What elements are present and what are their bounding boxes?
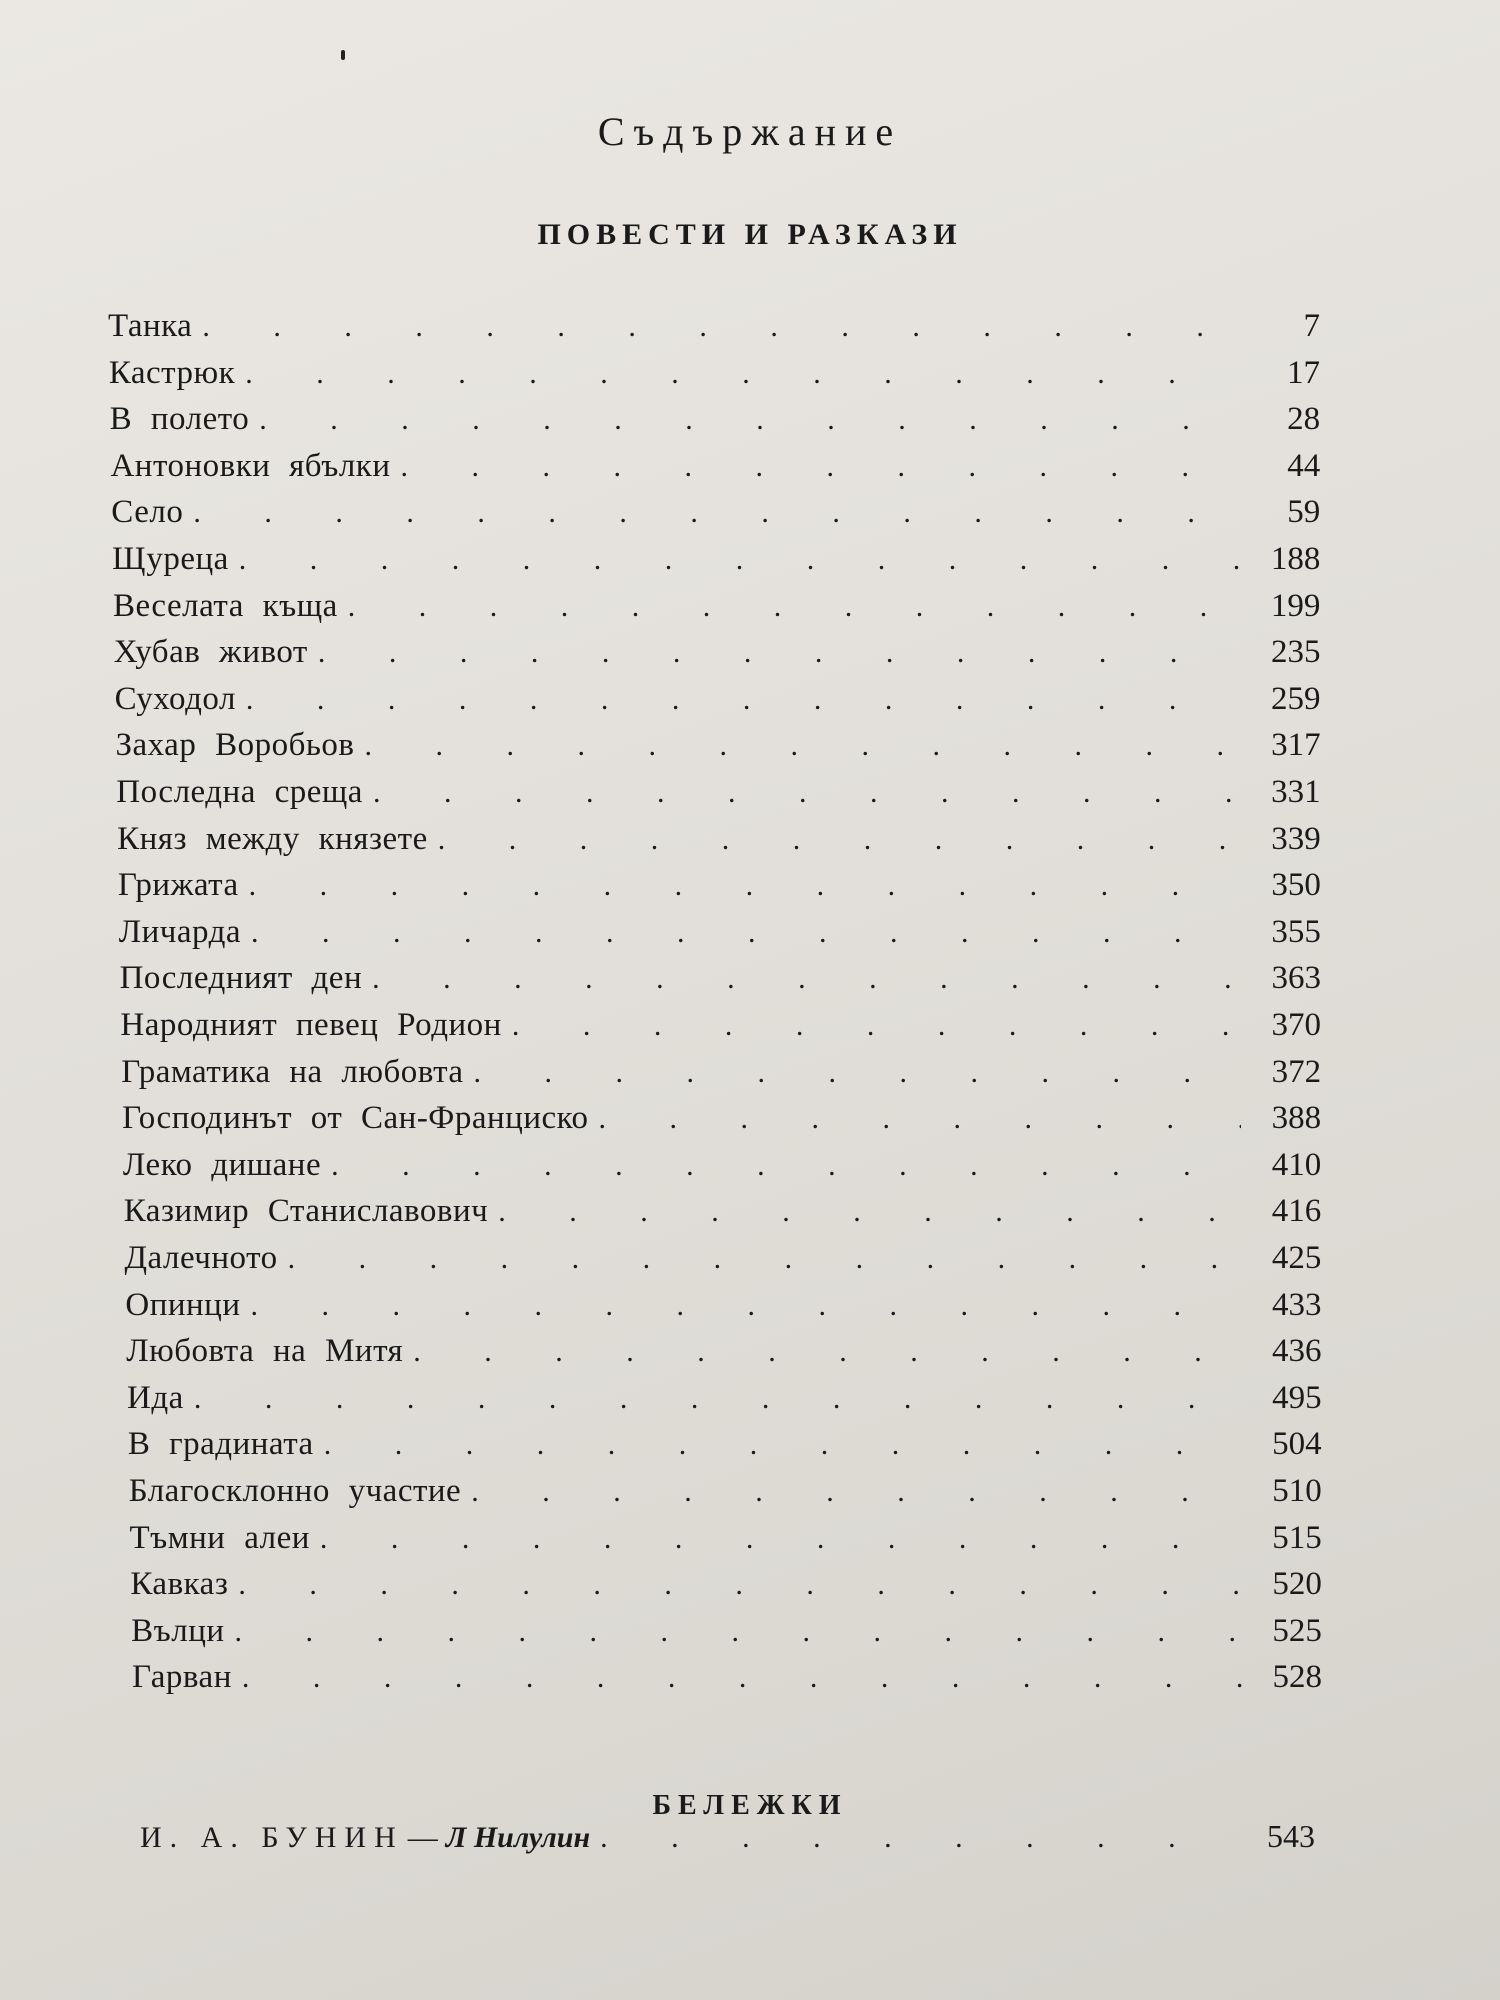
toc-entry — [110, 448, 1320, 492]
toc-entry — [118, 867, 1321, 911]
notes-entry — [140, 1818, 1315, 1862]
toc-entry — [115, 681, 1321, 725]
toc-entry-page-number: 188 — [1270, 541, 1321, 577]
dot-leader — [238, 1568, 1241, 1602]
toc-entry-page-number: 504 — [1272, 1426, 1322, 1463]
dot-leader — [365, 729, 1241, 763]
toc-entry — [120, 1007, 1321, 1051]
dot-leader — [413, 1335, 1241, 1369]
toc-entry-title: Село — [111, 494, 184, 531]
toc-entry — [127, 1380, 1322, 1424]
page-title: Съдържание — [597, 109, 903, 154]
toc-entry-page-number: 510 — [1272, 1473, 1322, 1509]
toc-entry — [114, 634, 1321, 678]
toc-entry-title: Господинът от Сан-Франциско — [122, 1100, 589, 1137]
toc-entry — [123, 1147, 1321, 1191]
toc-entry-title: Княз между князете — [117, 820, 428, 857]
toc-entry-page-number: 410 — [1271, 1146, 1322, 1183]
toc-entry — [116, 774, 1320, 818]
toc-entry-page-number: 416 — [1271, 1193, 1322, 1230]
toc-entry-page-number: 520 — [1272, 1566, 1322, 1603]
dot-leader — [331, 1149, 1241, 1183]
toc-entry-title: Танка — [108, 308, 193, 344]
toc-entry — [110, 401, 1320, 445]
toc-entry — [121, 1054, 1321, 1098]
notes-editor: Л Нилулин — [445, 1821, 591, 1854]
toc-entry — [115, 727, 1320, 771]
notes-author: И. А. БУНИН — [140, 1821, 404, 1854]
toc-entry-title: Благосклонно участие — [128, 1473, 462, 1509]
dot-leader — [324, 1428, 1242, 1462]
toc-entry — [113, 588, 1320, 632]
toc-entry-page-number: 355 — [1271, 913, 1321, 950]
toc-entry-page-number: 372 — [1271, 1053, 1322, 1090]
toc-entry — [130, 1520, 1322, 1564]
dot-leader — [372, 962, 1241, 996]
toc-entry-title: Веселата къща — [112, 587, 338, 624]
toc-entry-title: Любовта на Митя — [126, 1333, 404, 1370]
toc-entry — [129, 1473, 1322, 1517]
toc-entry-page-number: 528 — [1272, 1659, 1322, 1696]
toc-entry-title: Народният певец Родион — [120, 1007, 502, 1043]
toc-entry-title: Казимир Станиславович — [123, 1193, 489, 1230]
dot-leader — [401, 450, 1241, 484]
toc-entry-page-number: 436 — [1272, 1333, 1322, 1370]
dot-leader — [474, 1056, 1242, 1090]
toc-entry-title: Захар Воробьов — [115, 727, 355, 764]
toc-entry-page-number: 370 — [1271, 1007, 1322, 1043]
toc-entry-title: Грижата — [117, 867, 239, 904]
dot-leader — [471, 1475, 1242, 1509]
toc-entry — [125, 1240, 1322, 1284]
dot-leader — [512, 1009, 1241, 1043]
toc-entry-title: Последният ден — [119, 960, 363, 997]
toc-entry-page-number: 388 — [1271, 1100, 1322, 1137]
toc-entry-title: Последна среща — [116, 774, 363, 810]
toc-entry-title: Кастрюк — [108, 354, 236, 391]
dot-leader — [239, 543, 1241, 577]
toc-entry — [132, 1659, 1322, 1703]
toc-entry-title: Кавказ — [130, 1566, 229, 1603]
toc-entry-page-number: 317 — [1271, 727, 1321, 764]
toc-entry-title: Вълци — [131, 1612, 225, 1649]
dot-leader — [320, 1522, 1242, 1556]
toc-entry-page-number: 44 — [1287, 447, 1321, 484]
toc-entry-title: Ида — [127, 1379, 184, 1416]
toc-entry — [126, 1333, 1321, 1377]
dot-leader — [251, 1289, 1242, 1323]
toc-entry — [109, 355, 1320, 399]
toc-entry — [130, 1566, 1322, 1610]
dot-leader — [249, 869, 1241, 903]
dot-leader — [348, 590, 1241, 624]
toc-entry — [120, 960, 1321, 1004]
toc-entry-page-number: 7 — [1303, 308, 1320, 344]
toc-entry-title: Граматика на любовта — [121, 1053, 464, 1090]
dot-leader — [600, 1821, 1235, 1855]
toc-entry-title: В полето — [109, 401, 250, 438]
dot-leader — [193, 496, 1240, 530]
dot-leader — [373, 776, 1241, 810]
dot-leader — [202, 310, 1240, 344]
toc-entry-page-number: 331 — [1271, 774, 1321, 810]
dot-leader — [318, 636, 1241, 670]
toc-entry-page-number: 525 — [1272, 1612, 1322, 1649]
toc-entry — [112, 541, 1320, 585]
notes-dash: — — [407, 1821, 438, 1854]
toc-entry-title: Личарда — [118, 913, 242, 950]
toc-entry-page-number: 17 — [1287, 354, 1321, 391]
toc-entry-page-number: 59 — [1287, 494, 1321, 531]
notes-title: БЕЛЕЖКИ — [652, 1790, 848, 1821]
toc-entry — [124, 1193, 1322, 1237]
dot-leader — [245, 357, 1240, 391]
dot-leader — [246, 683, 1241, 717]
toc-entry-title: Опинци — [125, 1286, 241, 1323]
toc-entry — [125, 1287, 1321, 1331]
toc-entry-title: Суходол — [114, 680, 236, 717]
toc-entry-title: Гарван — [132, 1659, 232, 1696]
toc-entry-title: Далечното — [124, 1240, 278, 1276]
dot-leader — [498, 1195, 1241, 1229]
notes-page-number: 543 — [1267, 1818, 1315, 1854]
toc-entry-title: Хубав живот — [113, 634, 308, 671]
toc-entry — [108, 308, 1320, 352]
toc-entry-page-number: 363 — [1271, 960, 1321, 997]
toc-entry-title: Леко дишане — [122, 1146, 322, 1183]
dot-leader — [235, 1615, 1242, 1649]
toc-entry — [131, 1613, 1322, 1657]
toc-entry — [111, 494, 1320, 538]
dot-leader — [242, 1661, 1242, 1695]
toc-entry-page-number: 28 — [1287, 401, 1321, 438]
toc-entry-page-number: 199 — [1270, 587, 1321, 624]
dot-leader — [194, 1382, 1242, 1416]
dot-leader — [599, 1102, 1242, 1136]
toc-entry-title: В градината — [127, 1426, 314, 1463]
toc-entry — [119, 914, 1321, 958]
toc-entry-page-number: 339 — [1271, 820, 1321, 857]
toc-entry-page-number: 350 — [1271, 867, 1321, 904]
toc-entry-page-number: 515 — [1272, 1519, 1322, 1556]
toc-entry-page-number: 425 — [1271, 1240, 1322, 1276]
dot-leader — [259, 403, 1240, 437]
toc-entry-page-number: 495 — [1272, 1379, 1322, 1416]
section-title: ПОВЕСТИ И РАЗКАЗИ — [537, 218, 963, 251]
toc-entry-page-number: 235 — [1270, 634, 1321, 671]
dot-leader — [438, 823, 1241, 857]
toc-entry — [122, 1100, 1321, 1144]
dot-leader — [251, 916, 1241, 950]
toc-entry — [117, 821, 1321, 865]
toc-entry-page-number: 433 — [1271, 1286, 1322, 1323]
toc-entry-title: Тъмни алеи — [129, 1519, 310, 1556]
toc-entry-title: Щуреца — [112, 541, 229, 577]
dot-leader — [288, 1242, 1242, 1276]
toc-entry-title: Антоновки ябълки — [110, 447, 391, 484]
toc-entry — [128, 1426, 1322, 1470]
toc-entry-page-number: 259 — [1271, 680, 1321, 717]
